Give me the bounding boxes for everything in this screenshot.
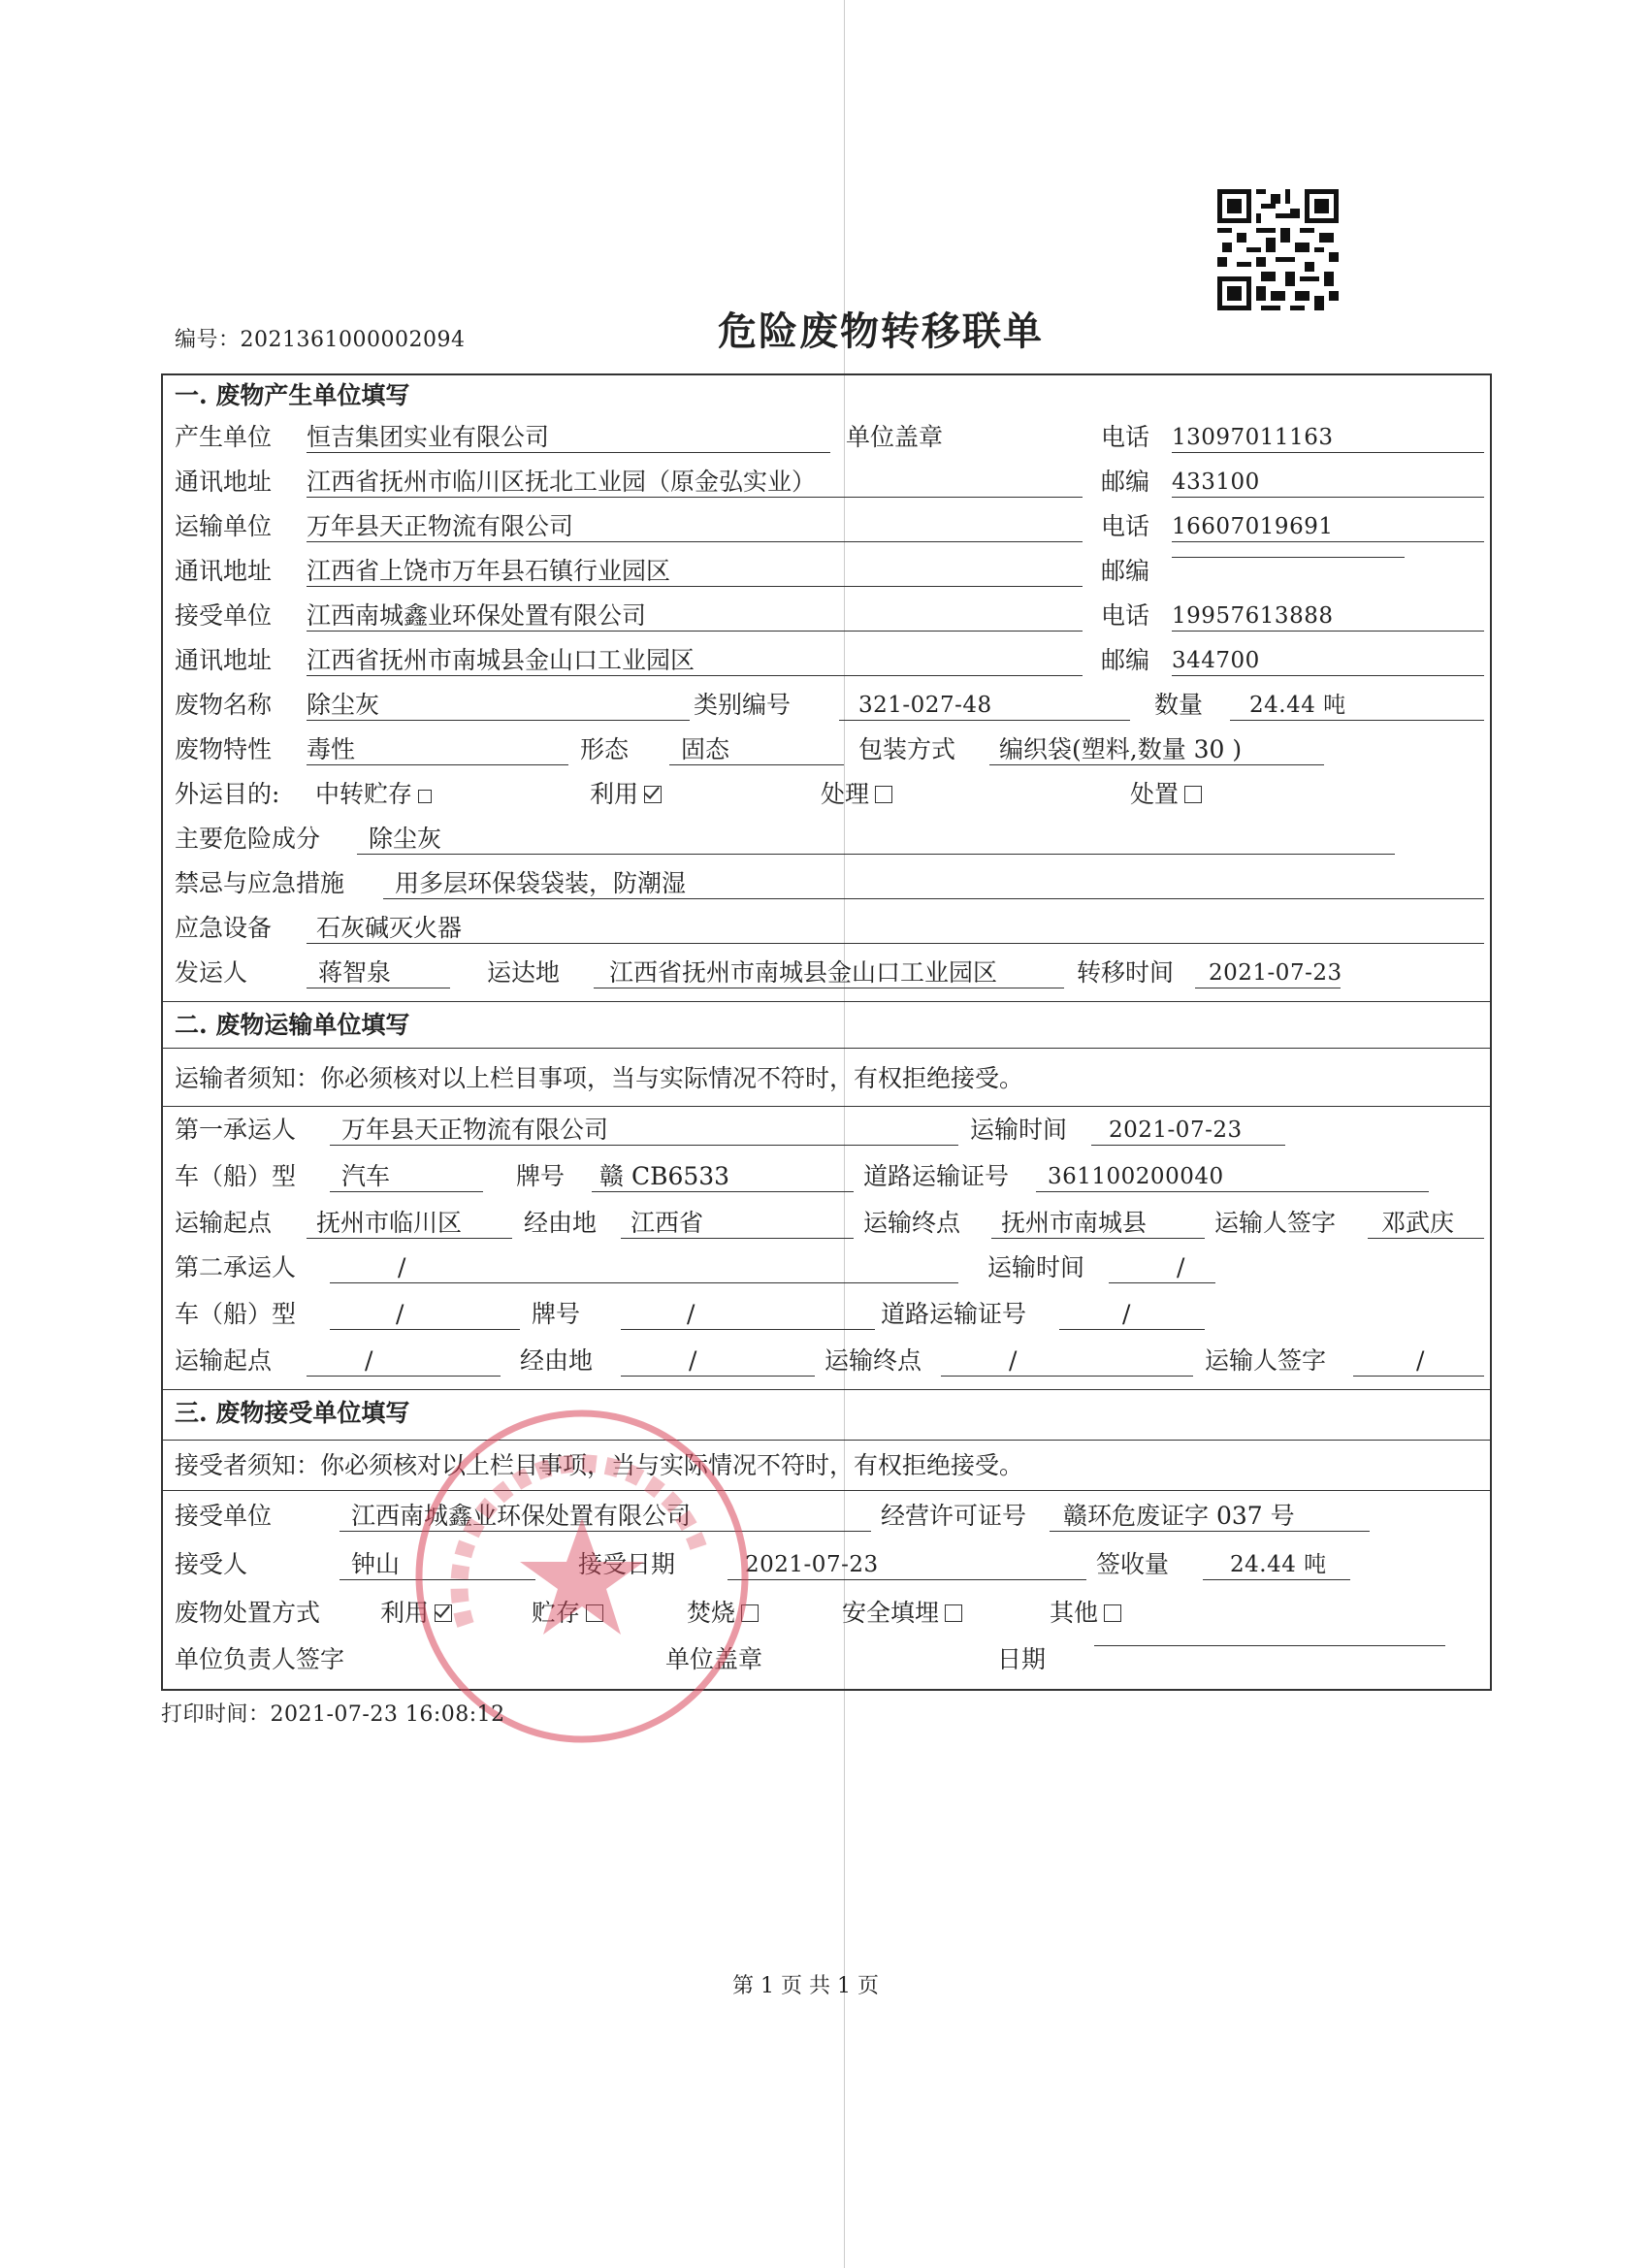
form-label: 形态 xyxy=(580,735,630,763)
carrier2-field[interactable]: / xyxy=(330,1253,958,1283)
carrier1-vehicle-field[interactable]: 汽车 xyxy=(330,1162,483,1192)
producer-addr-field[interactable]: 江西省抚州市临川区抚北工业园（原金弘实业） xyxy=(307,468,1083,498)
purpose-dispose-label: 处置 xyxy=(1130,780,1180,808)
purpose-storage-label: 中转贮存 xyxy=(315,780,413,808)
carrier2-sign-field[interactable]: / xyxy=(1353,1346,1484,1377)
seal-label: 单位盖章 xyxy=(846,423,944,451)
qty-label: 数量 xyxy=(1154,691,1204,719)
sign-qty-field[interactable]: 24.44 吨 xyxy=(1203,1550,1350,1580)
transporter-zip-field[interactable] xyxy=(1172,557,1405,558)
transporter-addr-field[interactable]: 江西省上饶市万年县石镇行业园区 xyxy=(307,557,1083,587)
hazard-field[interactable]: 除尘灰 xyxy=(357,825,1395,855)
carrier1-start-label: 运输起点 xyxy=(175,1209,273,1237)
transporter-field[interactable]: 万年县天正物流有限公司 xyxy=(307,512,1083,542)
carrier2-plate-label: 牌号 xyxy=(532,1300,581,1328)
purpose-label: 外运目的: xyxy=(175,780,280,808)
waste-name-label: 废物名称 xyxy=(175,691,273,719)
doc-number: 编号：2021361000002094 xyxy=(175,328,466,352)
carrier2-permit-label: 道路运输证号 xyxy=(881,1300,1027,1328)
transporter-phone-field[interactable]: 16607019691 xyxy=(1172,512,1484,542)
receiver-label: 接受单位 xyxy=(175,601,273,630)
destination-field[interactable]: 江西省抚州市南城县金山口工业园区 xyxy=(594,958,1064,988)
receive-unit-label: 接受单位 xyxy=(175,1502,273,1530)
carrier2-via-label: 经由地 xyxy=(520,1346,594,1375)
receive-unit-field[interactable]: 江西南城鑫业环保处置有限公司 xyxy=(340,1502,871,1532)
license-label: 经营许可证号 xyxy=(881,1502,1027,1530)
producer-addr-label: 通讯地址 xyxy=(175,468,273,496)
carrier1-start-field[interactable]: 抚州市临川区 xyxy=(307,1209,512,1239)
producer-zip-label: 邮编 xyxy=(1101,468,1150,496)
purpose-treat-option[interactable] xyxy=(821,780,892,809)
carrier2-permit-field[interactable]: / xyxy=(1059,1300,1205,1330)
form-field[interactable]: 固态 xyxy=(669,735,844,765)
method-storage-label: 贮存 xyxy=(532,1599,581,1627)
divider xyxy=(161,1001,1492,1002)
receive-day-field[interactable] xyxy=(1094,1645,1445,1646)
package-field[interactable]: 编织袋(塑料,数量 30 ) xyxy=(989,735,1324,765)
receiver-zip-field[interactable]: 344700 xyxy=(1172,646,1484,676)
producer-field[interactable]: 恒吉集团实业有限公司 xyxy=(307,423,830,453)
purpose-utilize-option[interactable] xyxy=(590,780,662,809)
carrier1-sign-label: 运输人签字 xyxy=(1214,1209,1337,1237)
shipper-label: 发运人 xyxy=(175,958,248,987)
carrier2-end-field[interactable]: / xyxy=(941,1346,1193,1377)
page-number: 第 1 页 共 1 页 xyxy=(732,1974,879,1998)
carrier2-vehicle-field[interactable]: / xyxy=(330,1300,520,1330)
divider xyxy=(161,1106,1492,1107)
purpose-storage-option[interactable] xyxy=(315,780,432,809)
carrier1-field[interactable]: 万年县天正物流有限公司 xyxy=(330,1116,958,1146)
producer-phone-label: 电话 xyxy=(1101,423,1150,451)
purpose-utilize-label: 利用 xyxy=(590,780,639,808)
divider xyxy=(161,1490,1492,1491)
carrier2-end-label: 运输终点 xyxy=(824,1346,922,1375)
qty-field[interactable]: 24.44 吨 xyxy=(1230,691,1484,721)
dispose-checkbox[interactable] xyxy=(1184,786,1202,803)
carrier1-time-field[interactable]: 2021-07-23 xyxy=(1091,1116,1285,1146)
section1-heading: 一. 废物产生单位填写 xyxy=(175,381,410,409)
section3-heading: 三. 废物接受单位填写 xyxy=(175,1399,410,1427)
transporter-zip-label: 邮编 xyxy=(1101,557,1150,585)
transporter-addr-label: 通讯地址 xyxy=(175,557,273,585)
carrier2-sign-label: 运输人签字 xyxy=(1205,1346,1327,1375)
method-landfill-label: 安全填埋 xyxy=(842,1599,940,1627)
head-sign-label: 单位负责人签字 xyxy=(175,1645,345,1673)
storage-checkbox[interactable] xyxy=(418,790,432,803)
transfer-time-label: 转移时间 xyxy=(1077,958,1175,987)
package-label: 包装方式 xyxy=(858,735,956,763)
property-field[interactable]: 毒性 xyxy=(307,735,568,765)
receive-seal-label: 单位盖章 xyxy=(665,1645,763,1673)
page-title: 危险废物转移联单 xyxy=(718,308,1044,354)
producer-zip-field[interactable]: 433100 xyxy=(1172,468,1484,498)
carrier1-vehicle-label: 车（船）型 xyxy=(175,1162,297,1190)
print-time: 打印时间：2021-07-23 16:08:12 xyxy=(161,1702,505,1727)
method-other-label: 其他 xyxy=(1050,1599,1099,1627)
divider xyxy=(161,1389,1492,1390)
producer-phone-field[interactable]: 13097011163 xyxy=(1172,423,1484,453)
carrier1-label: 第一承运人 xyxy=(175,1116,297,1144)
utilize-checkbox-checked[interactable] xyxy=(644,786,662,803)
carrier2-start-field[interactable]: / xyxy=(307,1346,501,1377)
method-other-option[interactable] xyxy=(1050,1599,1121,1628)
category-field[interactable]: 321-027-48 xyxy=(839,691,1130,721)
section2-heading: 二. 废物运输单位填写 xyxy=(175,1011,410,1039)
carrier1-time-label: 运输时间 xyxy=(970,1116,1068,1144)
sign-qty-label: 签收量 xyxy=(1096,1550,1170,1578)
carrier1-via-field[interactable]: 江西省 xyxy=(621,1209,854,1239)
carrier2-via-field[interactable]: / xyxy=(621,1346,815,1377)
method-landfill-option[interactable] xyxy=(842,1599,962,1628)
property-label: 废物特性 xyxy=(175,735,273,763)
method-other-checkbox[interactable] xyxy=(1104,1604,1121,1622)
receiver-zip-label: 邮编 xyxy=(1101,646,1150,674)
purpose-treat-label: 处理 xyxy=(821,780,870,808)
divider xyxy=(161,1048,1492,1049)
carrier1-permit-field[interactable]: 361100200040 xyxy=(1036,1162,1429,1192)
method-utilize-label: 利用 xyxy=(380,1599,430,1627)
destination-label: 运达地 xyxy=(487,958,561,987)
carrier1-sign-field[interactable]: 邓武庆 xyxy=(1368,1209,1484,1239)
license-field[interactable]: 赣环危废证字 037 号 xyxy=(1050,1502,1370,1532)
qr-code-icon xyxy=(1217,189,1339,310)
measures-field[interactable]: 用多层环保袋袋装，防潮湿 xyxy=(383,869,1484,899)
treat-checkbox[interactable] xyxy=(875,786,892,803)
receiver-addr-field[interactable]: 江西省抚州市南城县金山口工业园区 xyxy=(307,646,1083,676)
equipment-label: 应急设备 xyxy=(175,914,273,942)
carrier2-time-label: 运输时间 xyxy=(987,1253,1085,1281)
producer-label: 产生单位 xyxy=(175,423,273,451)
category-label: 类别编号 xyxy=(694,691,792,719)
equipment-field[interactable]: 石灰碱灭火器 xyxy=(307,914,1484,944)
carrier1-end-field[interactable]: 抚州市南城县 xyxy=(991,1209,1205,1239)
receiver-person-label: 接受人 xyxy=(175,1550,248,1578)
carrier1-plate-field[interactable]: 赣 CB6533 xyxy=(592,1162,854,1192)
receive-day-label: 日期 xyxy=(997,1645,1047,1673)
measures-label: 禁忌与应急措施 xyxy=(175,869,345,897)
divider xyxy=(161,1440,1492,1441)
waste-name-field[interactable]: 除尘灰 xyxy=(307,691,690,721)
transfer-time-field[interactable]: 2021-07-23 xyxy=(1195,958,1341,988)
carrier1-plate-label: 牌号 xyxy=(516,1162,566,1190)
hazard-label: 主要危险成分 xyxy=(175,825,321,853)
transporter-phone-label: 电话 xyxy=(1101,512,1150,540)
carrier2-label: 第二承运人 xyxy=(175,1253,297,1281)
receiver-phone-field[interactable]: 19957613888 xyxy=(1172,601,1484,632)
method-incinerate-label: 焚烧 xyxy=(687,1599,736,1627)
transporter-label: 运输单位 xyxy=(175,512,273,540)
carrier1-via-label: 经由地 xyxy=(524,1209,598,1237)
purpose-dispose-option[interactable] xyxy=(1130,780,1202,809)
disposal-method-label: 废物处置方式 xyxy=(175,1599,321,1627)
receive-date-label: 接受日期 xyxy=(578,1550,676,1578)
receiver-addr-label: 通讯地址 xyxy=(175,646,273,674)
receive-notice: 接受者须知：你必须核对以上栏目事项，当与实际情况不符时，有权拒绝接受。 xyxy=(175,1451,1024,1479)
method-landfill-checkbox[interactable] xyxy=(945,1604,962,1622)
carrier1-permit-label: 道路运输证号 xyxy=(863,1162,1010,1190)
carrier1-end-label: 运输终点 xyxy=(863,1209,961,1237)
receiver-phone-label: 电话 xyxy=(1101,601,1150,630)
transport-notice: 运输者须知：你必须核对以上栏目事项，当与实际情况不符时，有权拒绝接受。 xyxy=(175,1064,1024,1092)
receive-date-field[interactable]: 2021-07-23 xyxy=(728,1550,1086,1580)
carrier2-vehicle-label: 车（船）型 xyxy=(175,1300,297,1328)
carrier2-time-field[interactable]: / xyxy=(1109,1253,1215,1283)
receiver-field[interactable]: 江西南城鑫业环保处置有限公司 xyxy=(307,601,1083,632)
carrier2-plate-field[interactable]: / xyxy=(621,1300,875,1330)
shipper-field[interactable]: 蒋智泉 xyxy=(307,958,450,988)
carrier2-start-label: 运输起点 xyxy=(175,1346,273,1375)
receiver-person-field[interactable]: 钟山 xyxy=(340,1550,535,1580)
